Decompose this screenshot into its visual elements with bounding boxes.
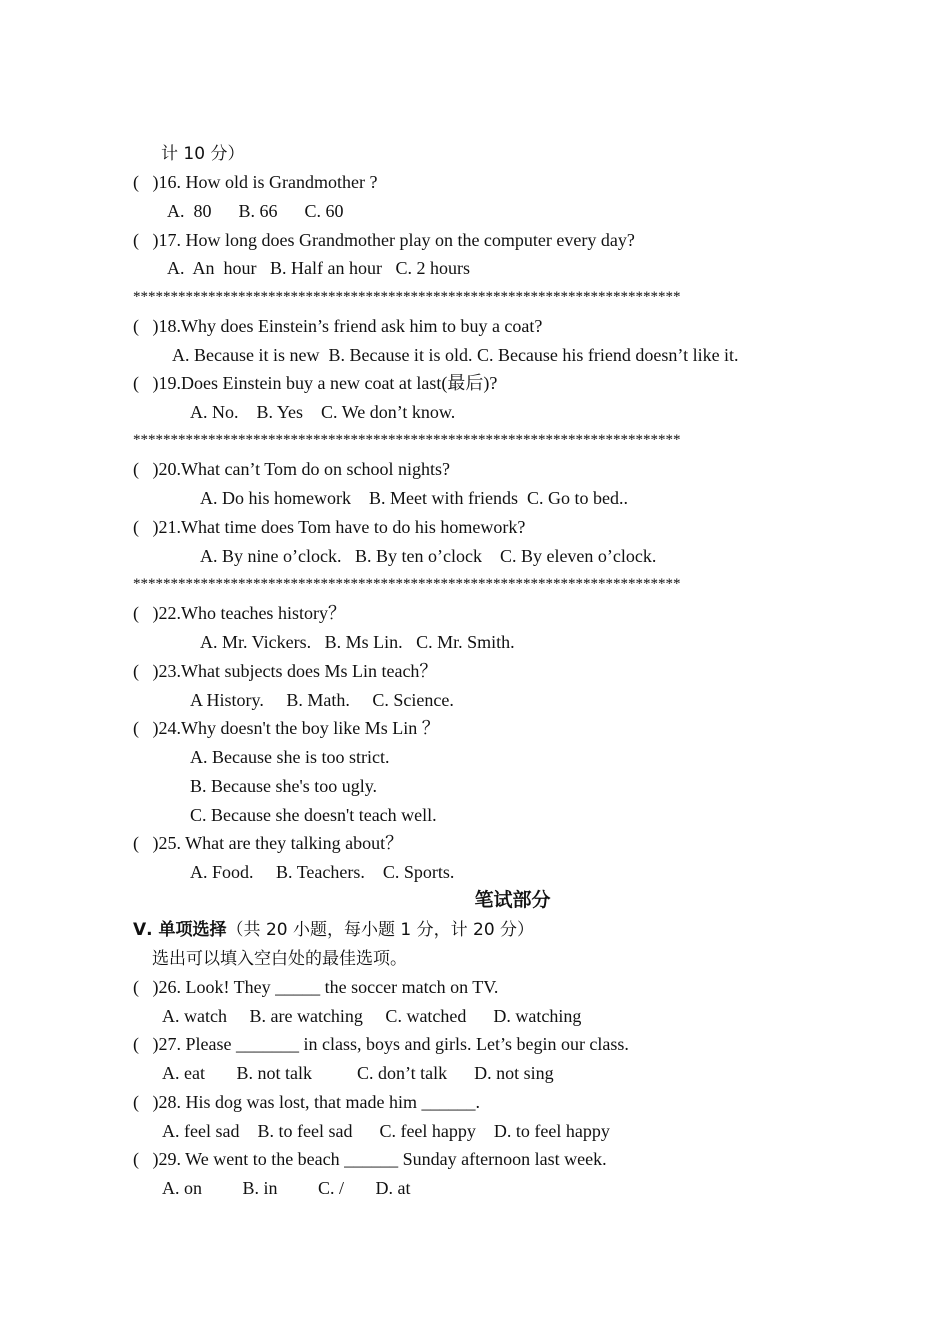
options-18: A. Because it is new B. Because it is old. C. Because his friend doesn’t like it. xyxy=(172,345,739,365)
options-20: A. Do his homework B. Meet with friends C. Go to bed.. xyxy=(200,488,628,508)
options-27: A. eat B. not talk C. don’t talk D. not sing xyxy=(162,1063,554,1083)
options-29: A. on B. in C. / D. at xyxy=(162,1178,411,1198)
question-16: ( )16. How old is Grandmother ? xyxy=(133,172,378,192)
section-label: Ⅴ. 单项选择 xyxy=(133,920,227,940)
question-19: ( )19.Does Einstein buy a new coat at last(最后)? xyxy=(133,373,498,393)
question-25: ( )25. What are they talking about？ xyxy=(133,833,404,853)
section-instruction: 选出可以填入空白处的最佳选项。 xyxy=(152,949,407,969)
question-18: ( )18.Why does Einstein’s friend ask him to buy a coat? xyxy=(133,316,543,336)
options-25: A. Food. B. Teachers. C. Sports. xyxy=(190,862,455,882)
options-28: A. feel sad B. to feel sad C. feel happy D. to feel happy xyxy=(162,1121,610,1141)
section-title xyxy=(133,919,534,940)
option-24-c: C. Because she doesn't teach well. xyxy=(190,805,437,825)
question-21: ( )21.What time does Tom have to do his homework? xyxy=(133,517,526,537)
question-27: ( )27. Please _______ in class, boys and girls. Let’s begin our class. xyxy=(133,1034,629,1054)
options-22: A. Mr. Vickers. B. Ms Lin. C. Mr. Smith. xyxy=(200,632,515,652)
question-22: ( )22.Who teaches history？ xyxy=(133,603,346,623)
question-17: ( )17. How long does Grandmother play on the computer every day? xyxy=(133,230,635,250)
question-26: ( )26. Look! They _____ the soccer match on TV. xyxy=(133,977,499,997)
options-16: A. 80 B. 66 C. 60 xyxy=(167,201,344,221)
separator-line: ************************************************************************* xyxy=(133,289,681,305)
separator-line: ************************************************************************* xyxy=(133,576,681,592)
separator-line: ************************************************************************* xyxy=(133,432,681,448)
option-24-a: A. Because she is too strict. xyxy=(190,747,390,767)
question-23: ( )23.What subjects does Ms Lin teach？ xyxy=(133,661,438,681)
options-19: A. No. B. Yes C. We don’t know. xyxy=(190,402,456,422)
options-21: A. By nine o’clock. B. By ten o’clock C. By eleven o’clock. xyxy=(200,546,657,566)
options-26: A. watch B. are watching C. watched D. watching xyxy=(162,1006,582,1026)
options-23: A History. B. Math. C. Science. xyxy=(190,690,454,710)
question-28: ( )28. His dog was lost, that made him ______. xyxy=(133,1092,480,1112)
question-24: ( )24.Why doesn't the boy like Ms Lin ？ xyxy=(133,718,440,738)
question-20: ( )20.What can’t Tom do on school nights? xyxy=(133,459,451,479)
continued-score-note: 计 10 分） xyxy=(161,144,245,164)
option-24-b: B. Because she's too ugly. xyxy=(190,776,378,796)
written-section-heading: 笔试部分 xyxy=(474,889,551,911)
question-29: ( )29. We went to the beach ______ Sunday afternoon last week. xyxy=(133,1149,607,1169)
options-17: A. An hour B. Half an hour C. 2 hours xyxy=(167,258,470,278)
section-note: （共 20 小题，每小题 1 分，计 20 分） xyxy=(226,920,535,940)
